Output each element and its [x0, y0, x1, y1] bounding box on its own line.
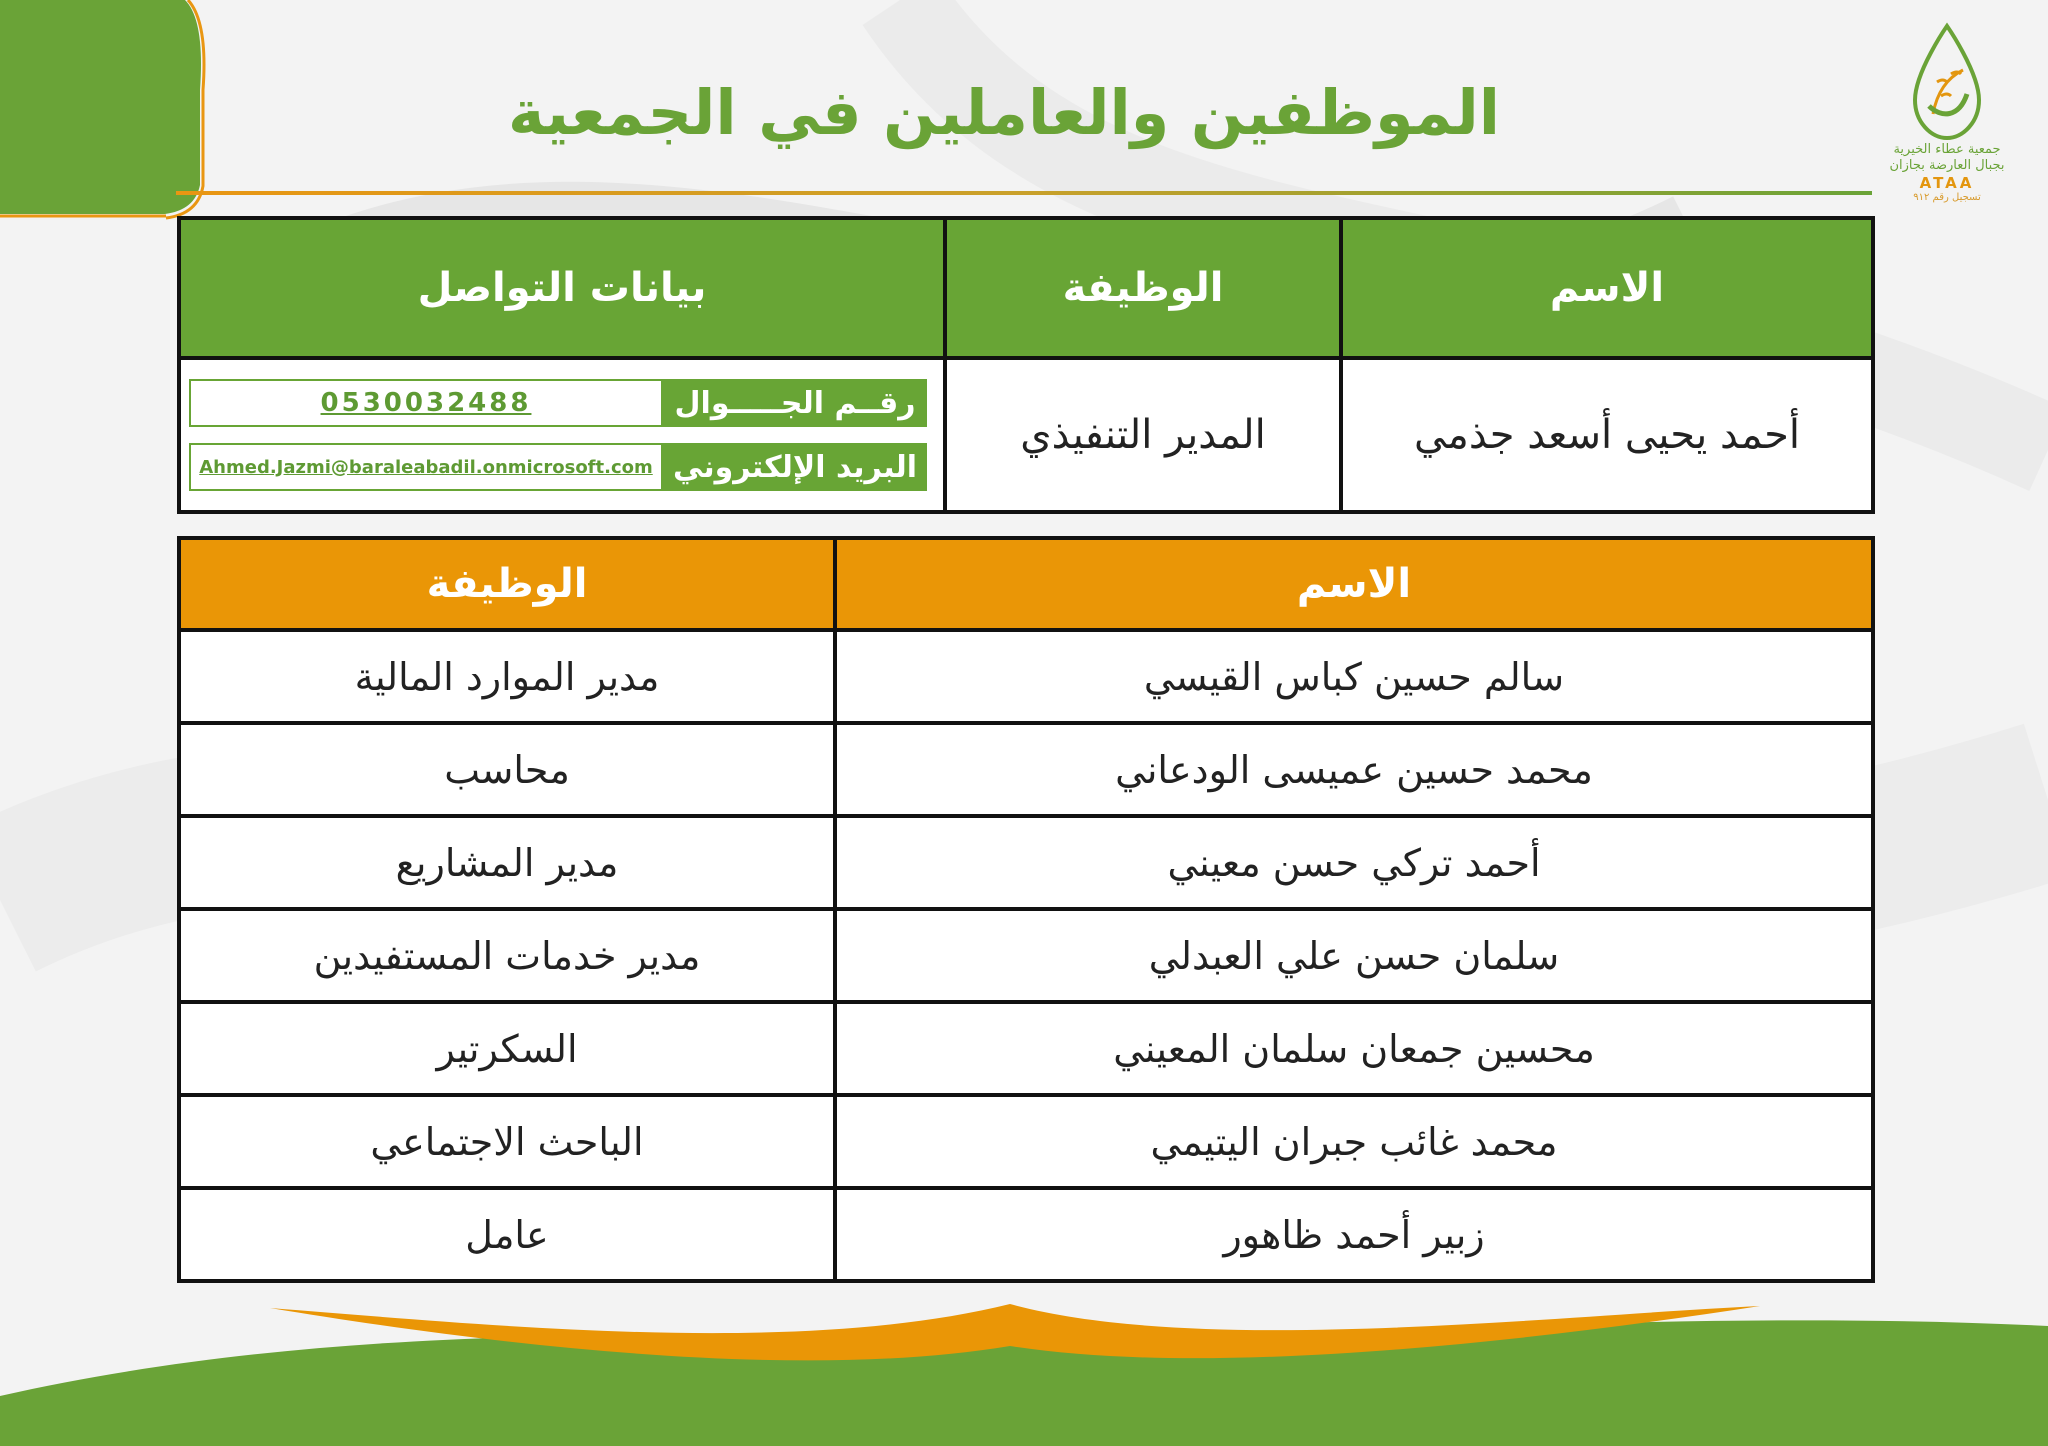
table-row: [179, 1002, 1873, 1095]
staff-name: زبير أحمد ظاهور: [835, 1188, 1873, 1281]
staff-job: مدير الموارد المالية: [179, 630, 835, 723]
staff-table-header: [179, 538, 1873, 630]
header-job: الوظيفة: [945, 218, 1341, 358]
table-row: [179, 1095, 1873, 1188]
staff-name: محمد حسين عميسى الودعاني: [835, 723, 1873, 816]
director-job: المدير التنفيذي: [945, 358, 1341, 512]
table-row: [179, 630, 1873, 723]
staff-job: مدير المشاريع: [179, 816, 835, 909]
bottom-wave-decoration: [0, 1286, 2048, 1446]
logo-name-line2: بجبال العارضة بجازان: [1889, 158, 2005, 173]
staff-name: سالم حسين كباس القيسي: [835, 630, 1873, 723]
table-row: [179, 816, 1873, 909]
staff-job: الباحث الاجتماعي: [179, 1095, 835, 1188]
director-contact-cell: [179, 358, 945, 512]
table-row: [179, 1188, 1873, 1281]
logo-registration: تسجيل رقم ٩١٢: [1913, 192, 1981, 203]
logo-brand: ATAA: [1919, 174, 1975, 192]
phone-link[interactable]: 0530032488: [189, 379, 663, 427]
staff-table-body: [179, 630, 1873, 1281]
staff-header-name: الاسم: [835, 538, 1873, 630]
table-row: [179, 909, 1873, 1002]
table-row: [179, 723, 1873, 816]
director-row: [179, 358, 1873, 512]
page-title: الموظفين والعاملين في الجمعية: [508, 76, 1500, 149]
title-divider: [176, 191, 1872, 195]
header-contact: بيانات التواصل: [179, 218, 945, 358]
email-link[interactable]: Ahmed.Jazmi@baraleabadil.onmicrosoft.com: [189, 443, 663, 491]
director-table: [177, 216, 1875, 514]
director-name: أحمد يحيى أسعد جذمي: [1341, 358, 1873, 512]
header-name: الاسم: [1341, 218, 1873, 358]
staff-name: محسين جمعان سلمان المعيني: [835, 1002, 1873, 1095]
email-label: البريد الإلكتروني: [663, 443, 927, 491]
staff-name: سلمان حسن علي العبدلي: [835, 909, 1873, 1002]
staff-header-job: الوظيفة: [179, 538, 835, 630]
staff-name: محمد غائب جبران اليتيمي: [835, 1095, 1873, 1188]
staff-name: أحمد تركي حسن معيني: [835, 816, 1873, 909]
director-table-header: [179, 218, 1873, 358]
staff-job: عامل: [179, 1188, 835, 1281]
staff-table: [177, 536, 1875, 1283]
staff-job: السكرتير: [179, 1002, 835, 1095]
staff-job: مدير خدمات المستفيدين: [179, 909, 835, 1002]
staff-job: محاسب: [179, 723, 835, 816]
email-row: [189, 443, 927, 491]
phone-label: رقــم الجـــــوال: [663, 379, 927, 427]
phone-row: [189, 379, 927, 427]
logo-name-line1: جمعية عطاء الخيرية: [1893, 142, 2001, 157]
